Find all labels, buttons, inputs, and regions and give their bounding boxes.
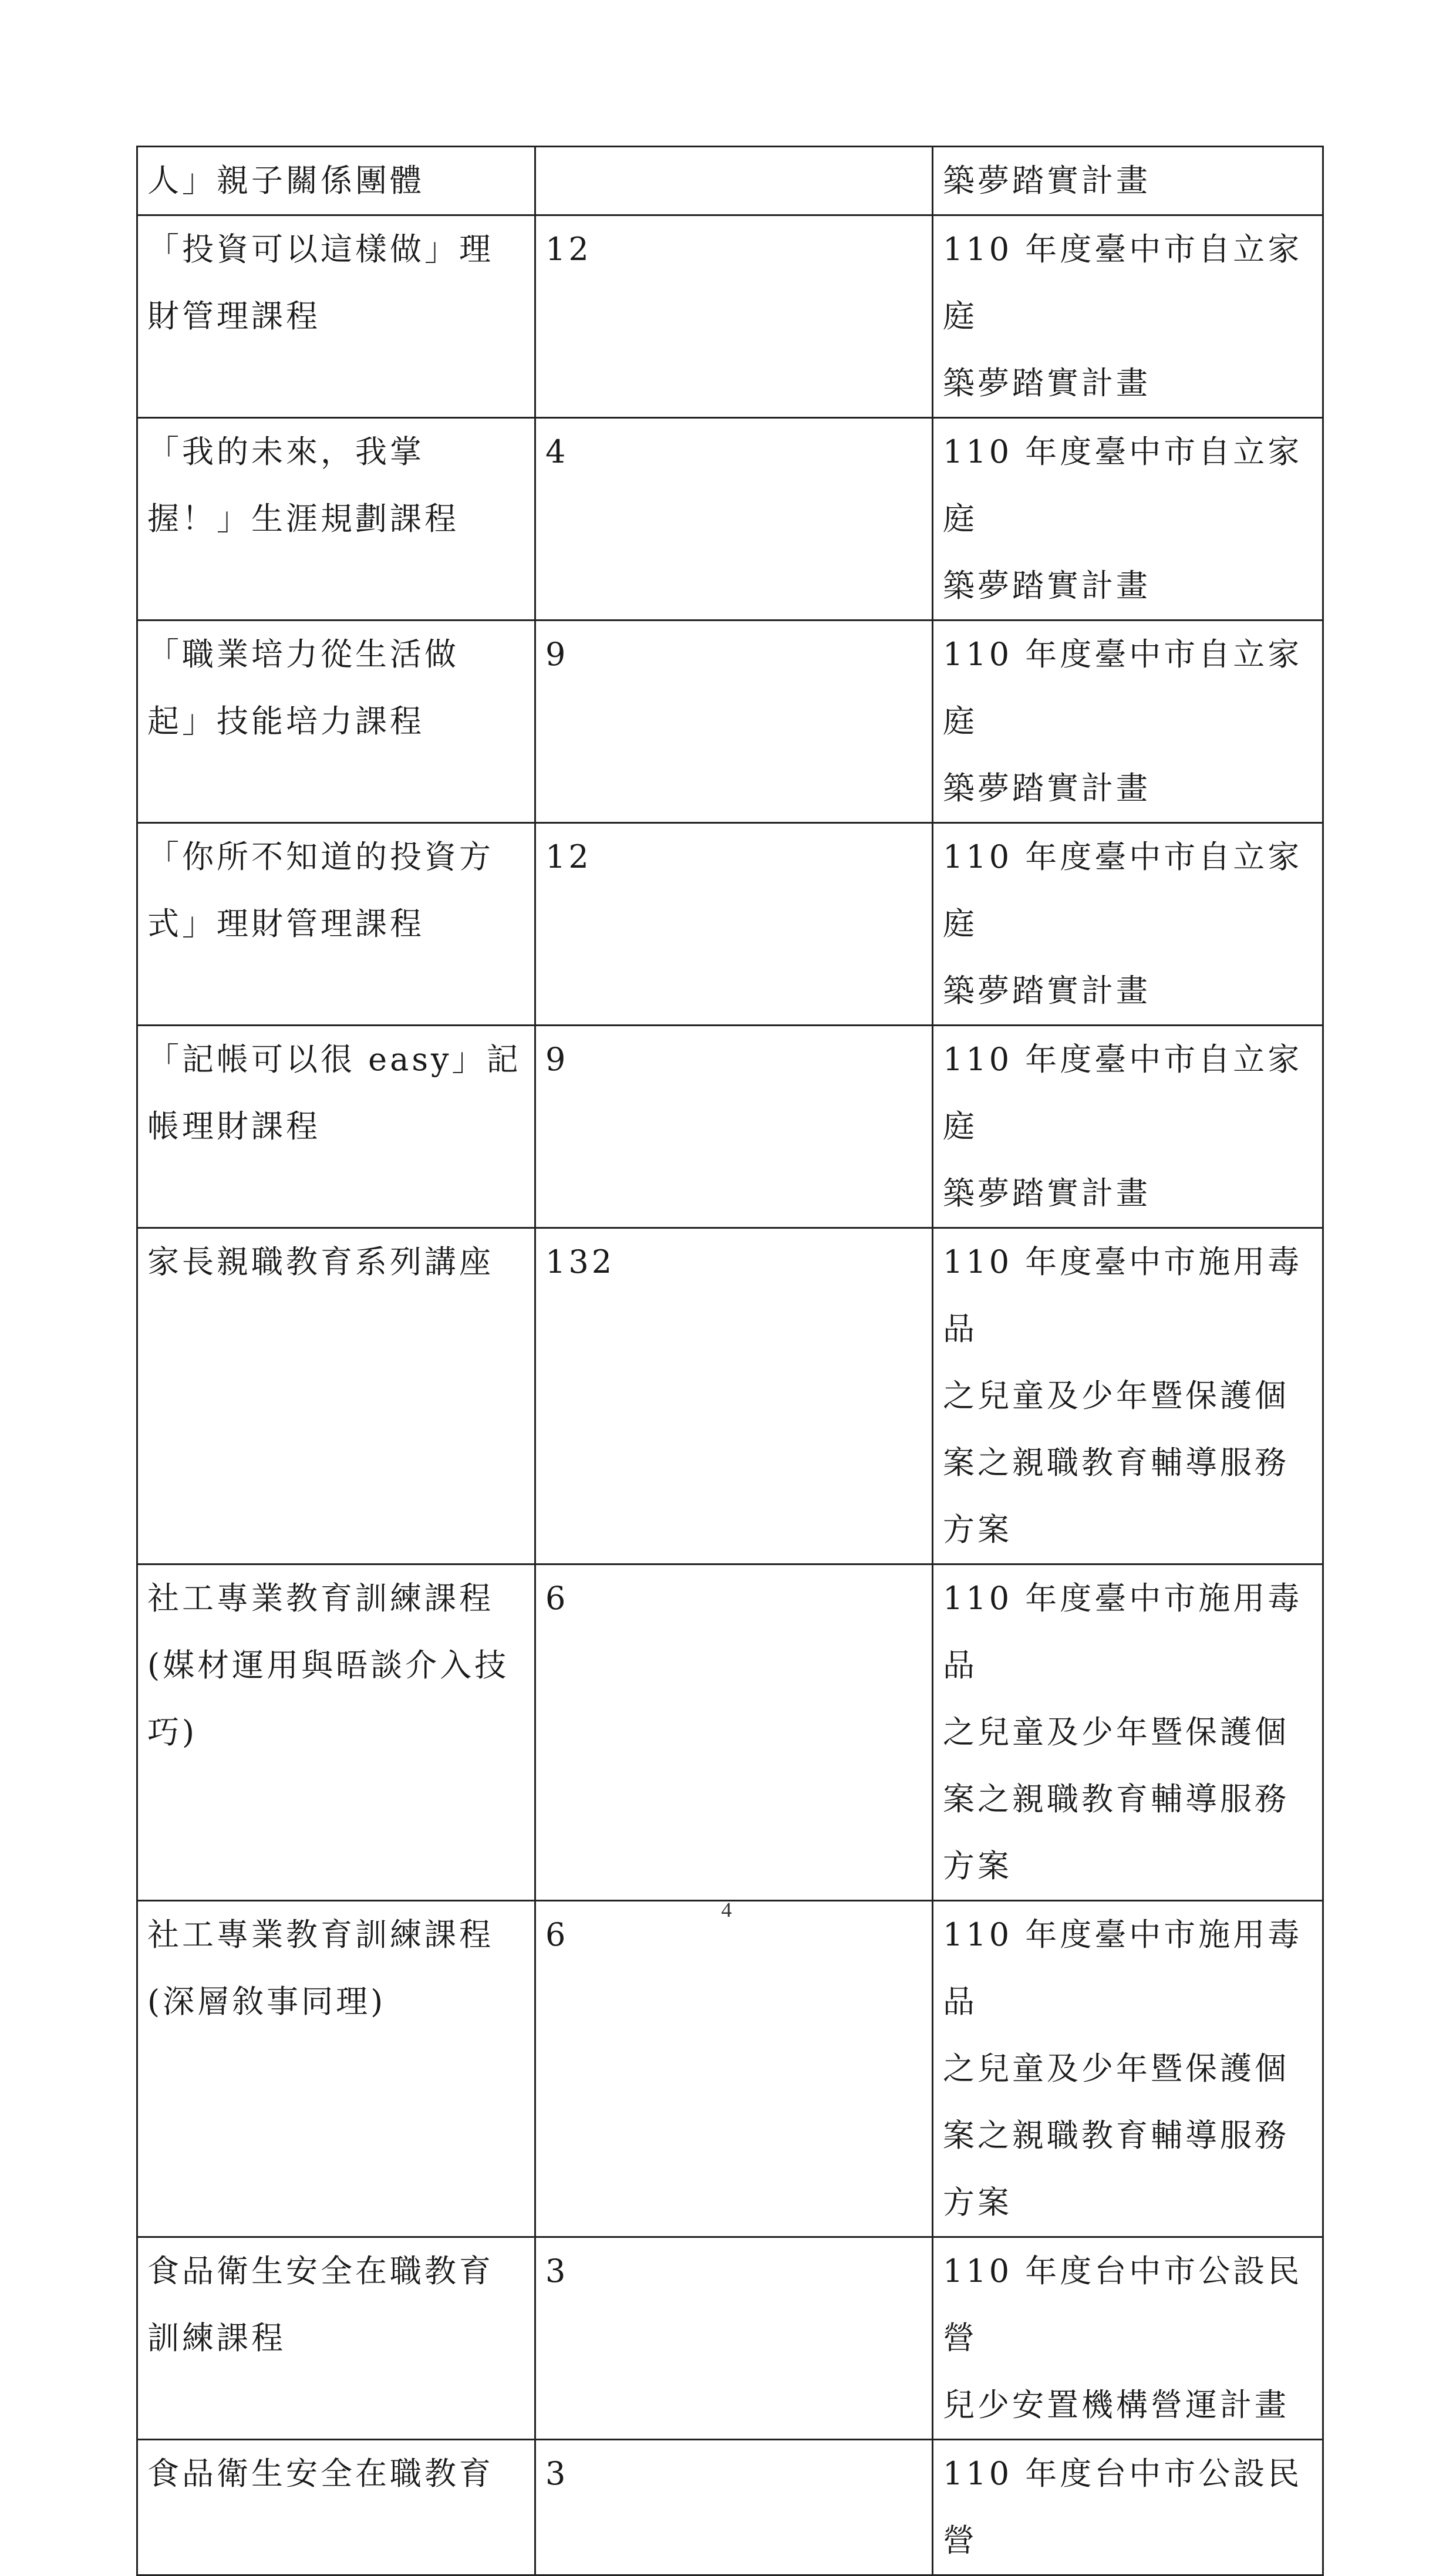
- program-name: 110 年度臺中市自立家庭 築夢踏實計畫: [943, 838, 1303, 1009]
- participant-count-cell: [535, 1026, 933, 1228]
- course-name: 「你所不知道的投資方 式」理財管理課程: [147, 838, 494, 942]
- course-name: 「職業培力從生活做 起」技能培力課程: [147, 636, 459, 740]
- table-row: [137, 1901, 1323, 2237]
- course-name: 人」親子關係團體: [147, 162, 424, 199]
- participant-count-cell: [535, 1228, 933, 1565]
- table-row: [137, 418, 1323, 621]
- program-name-cell: [933, 147, 1323, 215]
- participant-count-cell: [535, 1565, 933, 1901]
- participant-count-cell: [535, 823, 933, 1026]
- table-row: [137, 1565, 1323, 1901]
- participant-count-cell: [535, 2237, 933, 2440]
- program-name-cell: [933, 215, 1323, 418]
- participant-count: 9: [545, 636, 569, 673]
- course-name: 食品衛生安全在職教育: [147, 2455, 494, 2492]
- table-row: [137, 2237, 1323, 2440]
- program-name: 110 年度臺中市自立家庭 築夢踏實計畫: [943, 636, 1303, 807]
- course-name-cell: [137, 1901, 535, 2237]
- table-row: [137, 2440, 1323, 2575]
- program-name: 110 年度臺中市施用毒品 之兒童及少年暨保護個 案之親職教育輔導服務 方案: [943, 1916, 1303, 2221]
- course-name: 食品衛生安全在職教育 訓練課程: [147, 2253, 494, 2356]
- course-name-cell: [137, 1228, 535, 1565]
- course-name-cell: [137, 147, 535, 215]
- program-name-cell: [933, 1228, 1323, 1565]
- program-name-cell: [933, 1026, 1323, 1228]
- table-row: [137, 1026, 1323, 1228]
- program-name: 110 年度台中市公設民營: [943, 2455, 1303, 2559]
- participant-count: 6: [545, 1916, 569, 1953]
- course-name-cell: [137, 1026, 535, 1228]
- course-name-cell: [137, 418, 535, 621]
- course-name-cell: [137, 823, 535, 1026]
- course-name-cell: [137, 2440, 535, 2575]
- program-name-cell: [933, 418, 1323, 621]
- course-name: 社工專業教育訓練課程 (媒材運用與晤談介入技 巧): [147, 1580, 510, 1751]
- participant-count-cell: [535, 215, 933, 418]
- participant-count-cell: [535, 1901, 933, 2237]
- participant-count-cell: [535, 621, 933, 823]
- course-table: [136, 146, 1324, 2576]
- program-name: 110 年度臺中市自立家庭 築夢踏實計畫: [943, 231, 1303, 402]
- program-name-cell: [933, 823, 1323, 1026]
- program-name: 110 年度臺中市施用毒品 之兒童及少年暨保護個 案之親職教育輔導服務 方案: [943, 1580, 1303, 1884]
- table-row: [137, 1228, 1323, 1565]
- program-name: 築夢踏實計畫: [943, 162, 1151, 199]
- table-row: [137, 621, 1323, 823]
- table-row: [137, 215, 1323, 418]
- program-name-cell: [933, 621, 1323, 823]
- program-name-cell: [933, 2440, 1323, 2575]
- course-name: 「投資可以這樣做」理 財管理課程: [147, 231, 494, 335]
- participant-count-cell: [535, 147, 933, 215]
- course-name: 家長親職教育系列講座: [147, 1243, 494, 1280]
- participant-count: 3: [545, 2455, 569, 2492]
- program-name: 110 年度臺中市自立家庭 築夢踏實計畫: [943, 433, 1303, 604]
- participant-count: 3: [545, 2253, 569, 2290]
- program-name-cell: [933, 1901, 1323, 2237]
- table-row: [137, 147, 1323, 215]
- participant-count: 132: [545, 1243, 615, 1280]
- participant-count: 4: [545, 433, 569, 470]
- course-name-cell: [137, 1565, 535, 1901]
- course-name-cell: [137, 2237, 535, 2440]
- participant-count: 9: [545, 1041, 569, 1078]
- course-name-cell: [137, 621, 535, 823]
- program-name-cell: [933, 2237, 1323, 2440]
- course-name: 「記帳可以很 easy」記 帳理財課程: [147, 1041, 521, 1145]
- participant-count: 6: [545, 1580, 569, 1617]
- course-name-cell: [137, 215, 535, 418]
- table-row: [137, 823, 1323, 1026]
- course-name: 「我的未來，我掌 握！」生涯規劃課程: [147, 433, 459, 537]
- page-number: 4: [721, 1898, 732, 1921]
- program-name: 110 年度臺中市自立家庭 築夢踏實計畫: [943, 1041, 1303, 1212]
- program-name-cell: [933, 1565, 1323, 1901]
- participant-count-cell: [535, 2440, 933, 2575]
- participant-count-cell: [535, 418, 933, 621]
- participant-count: 12: [545, 838, 592, 875]
- course-name: 社工專業教育訓練課程 (深層敘事同理): [147, 1916, 494, 2020]
- program-name: 110 年度臺中市施用毒品 之兒童及少年暨保護個 案之親職教育輔導服務 方案: [943, 1243, 1303, 1548]
- participant-count: 12: [545, 231, 592, 268]
- program-name: 110 年度台中市公設民營 兒少安置機構營運計畫: [943, 2253, 1303, 2423]
